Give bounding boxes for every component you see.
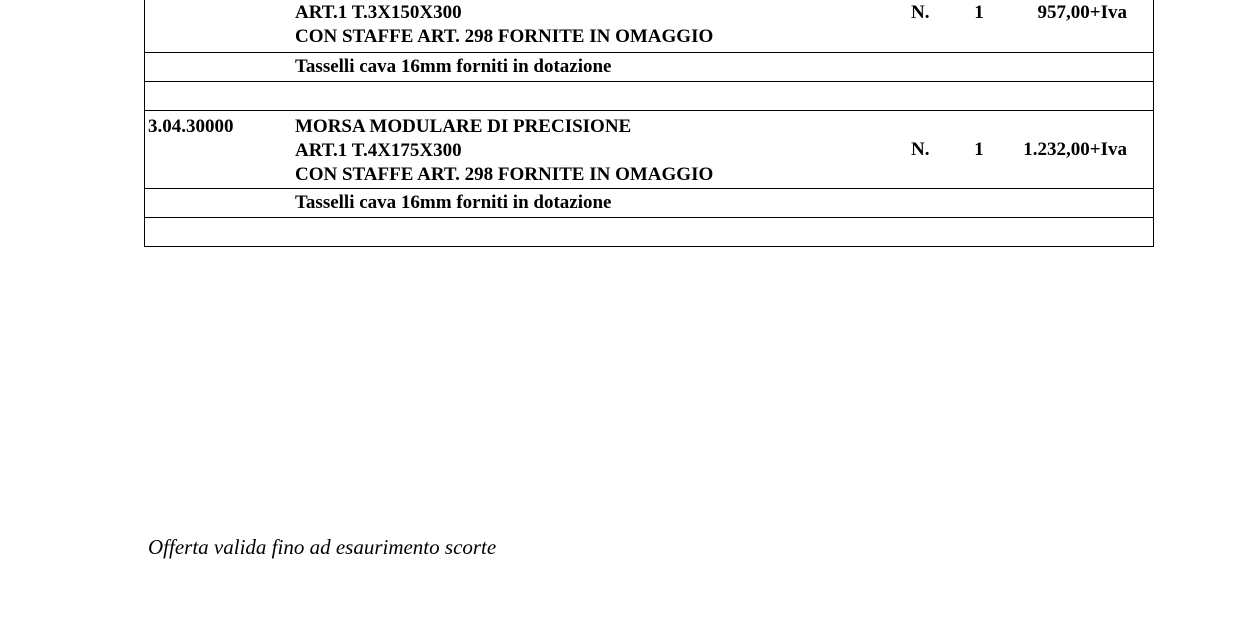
- item-description: [295, 115, 713, 187]
- table-row-note-1: [145, 52, 1153, 81]
- offer-validity-note: Offerta valida fino ad esaurimento scorte: [148, 535, 497, 559]
- offer-table: [144, 0, 1154, 247]
- description-line: ART.1 T.4X175X300: [295, 140, 462, 161]
- table-row-blank-2: [145, 217, 1153, 246]
- description-line: CON STAFFE ART. 298 FORNITE IN OMAGGIO: [295, 164, 714, 185]
- item-quantity: 1: [974, 2, 984, 23]
- item-unit: N.: [911, 139, 930, 160]
- description-line: MORSA MODULARE DI PRECISIONE: [295, 116, 632, 137]
- table-row-item-1: [145, 0, 1153, 52]
- item-code: 3.04.30000: [148, 116, 234, 137]
- item-note: Tasselli cava 16mm forniti in dotazione: [295, 56, 612, 77]
- item-price: 957,00+Iva: [1037, 2, 1127, 23]
- description-line: ART.1 T.3X150X300: [295, 2, 462, 23]
- table-row-note-2: [145, 188, 1153, 217]
- item-note: Tasselli cava 16mm forniti in dotazione: [295, 192, 612, 213]
- item-price: 1.232,00+Iva: [1023, 139, 1127, 160]
- item-quantity: 1: [974, 139, 984, 160]
- item-unit: N.: [911, 2, 930, 23]
- item-description: [295, 1, 713, 49]
- table-row-item-2: [145, 110, 1153, 188]
- table-row-blank-1: [145, 81, 1153, 110]
- description-line: CON STAFFE ART. 298 FORNITE IN OMAGGIO: [295, 26, 714, 47]
